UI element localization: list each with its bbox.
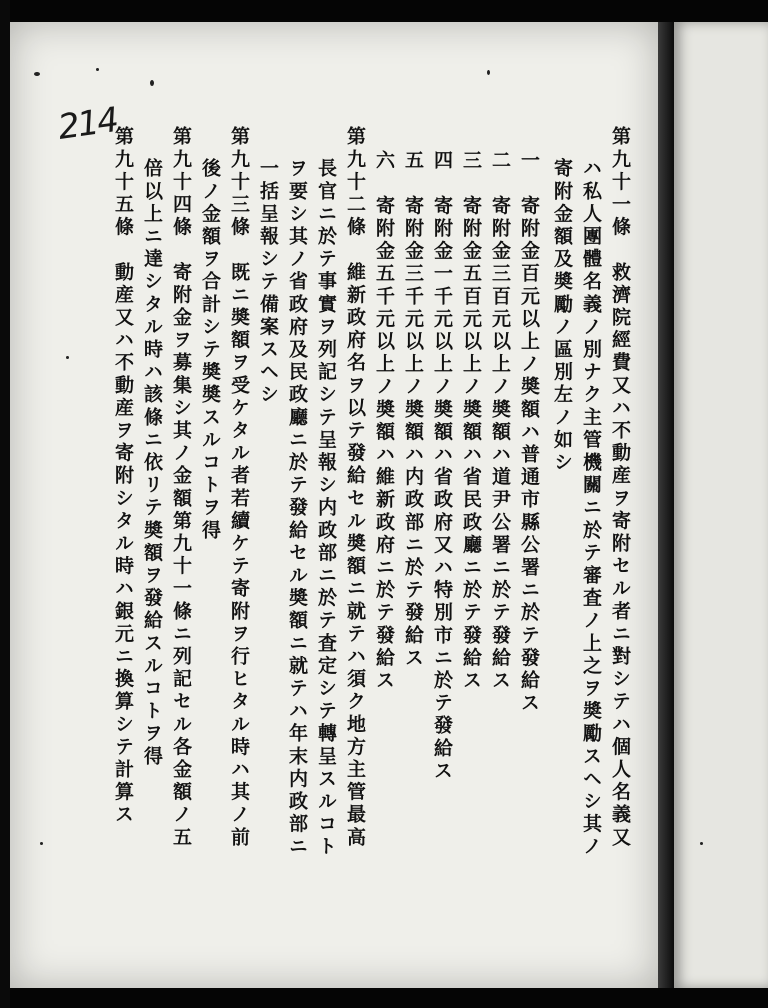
book-spine: [0, 0, 10, 1008]
text-column: 第九十一條 救濟院經費又ハ不動産ヲ寄附セル者ニ對シテハ個人名義又: [609, 126, 631, 850]
text-column: ヲ要シ其ノ省政府及民政廳ニ於テ發給セル奬額ニ就テハ年末内政部ニ: [286, 158, 308, 859]
facing-page-edge: [674, 22, 768, 988]
text-column: 後ノ金額ヲ合計シテ奬奬スルコトヲ得: [199, 158, 221, 543]
scan-speck: [66, 356, 69, 359]
text-column: 寄附金額及奬勵ノ區別左ノ如シ: [551, 158, 573, 475]
text-column: 一括呈報シテ備案スヘシ: [257, 158, 279, 407]
page-gutter: [658, 22, 674, 988]
text-column: 長官ニ於テ事實ヲ列記シテ呈報シ内政部ニ於テ査定シテ轉呈スルコト: [315, 158, 337, 859]
text-column: 四 寄附金一千元以上ノ奬額ハ省政府又ハ特別市ニ於テ發給ス: [431, 150, 453, 783]
text-column: 第九十三條 既ニ奬額ヲ受ケタル者若續ケテ寄附ヲ行ヒタル時ハ其ノ前: [228, 126, 250, 850]
page-number: 214: [55, 100, 120, 148]
text-column: 二 寄附金三百元以上ノ奬額ハ道尹公署ニ於テ發給ス: [489, 150, 511, 693]
text-column: ハ私人團體名義ノ別ナク主管機關ニ於テ審査ノ上之ヲ奬勵スヘシ其ノ: [580, 158, 602, 859]
text-column: 三 寄附金五百元以上ノ奬額ハ省民政廳ニ於テ發給ス: [460, 150, 482, 693]
scan-speck: [487, 70, 490, 75]
scan-speck: [700, 842, 703, 845]
text-column: 第九十五條 動産又ハ不動産ヲ寄附シタル時ハ銀元ニ換算シテ計算ス: [112, 126, 134, 827]
text-column: 倍以上ニ達シタル時ハ該條ニ依リテ奬額ヲ發給スルコトヲ得: [141, 158, 163, 769]
text-column: 一 寄附金百元以上ノ奬額ハ普通市縣公署ニ於テ發給ス: [518, 150, 540, 715]
scan-speck: [96, 68, 99, 71]
text-column: 六 寄附金五千元以上ノ奬額ハ維新政府ニ於テ發給ス: [373, 150, 395, 693]
text-column: 第九十二條 維新政府名ヲ以テ發給セル奬額ニ就テハ須ク地方主管最高: [344, 126, 366, 850]
scan-speck: [40, 842, 43, 845]
text-column: 五 寄附金三千元以上ノ奬額ハ内政部ニ於テ發給ス: [402, 150, 424, 670]
text-column: 第九十四條 寄附金ヲ募集シ其ノ金額第九十一條ニ列記セル各金額ノ五: [170, 126, 192, 850]
scan-speck: [150, 80, 154, 86]
scan-speck: [34, 72, 40, 76]
